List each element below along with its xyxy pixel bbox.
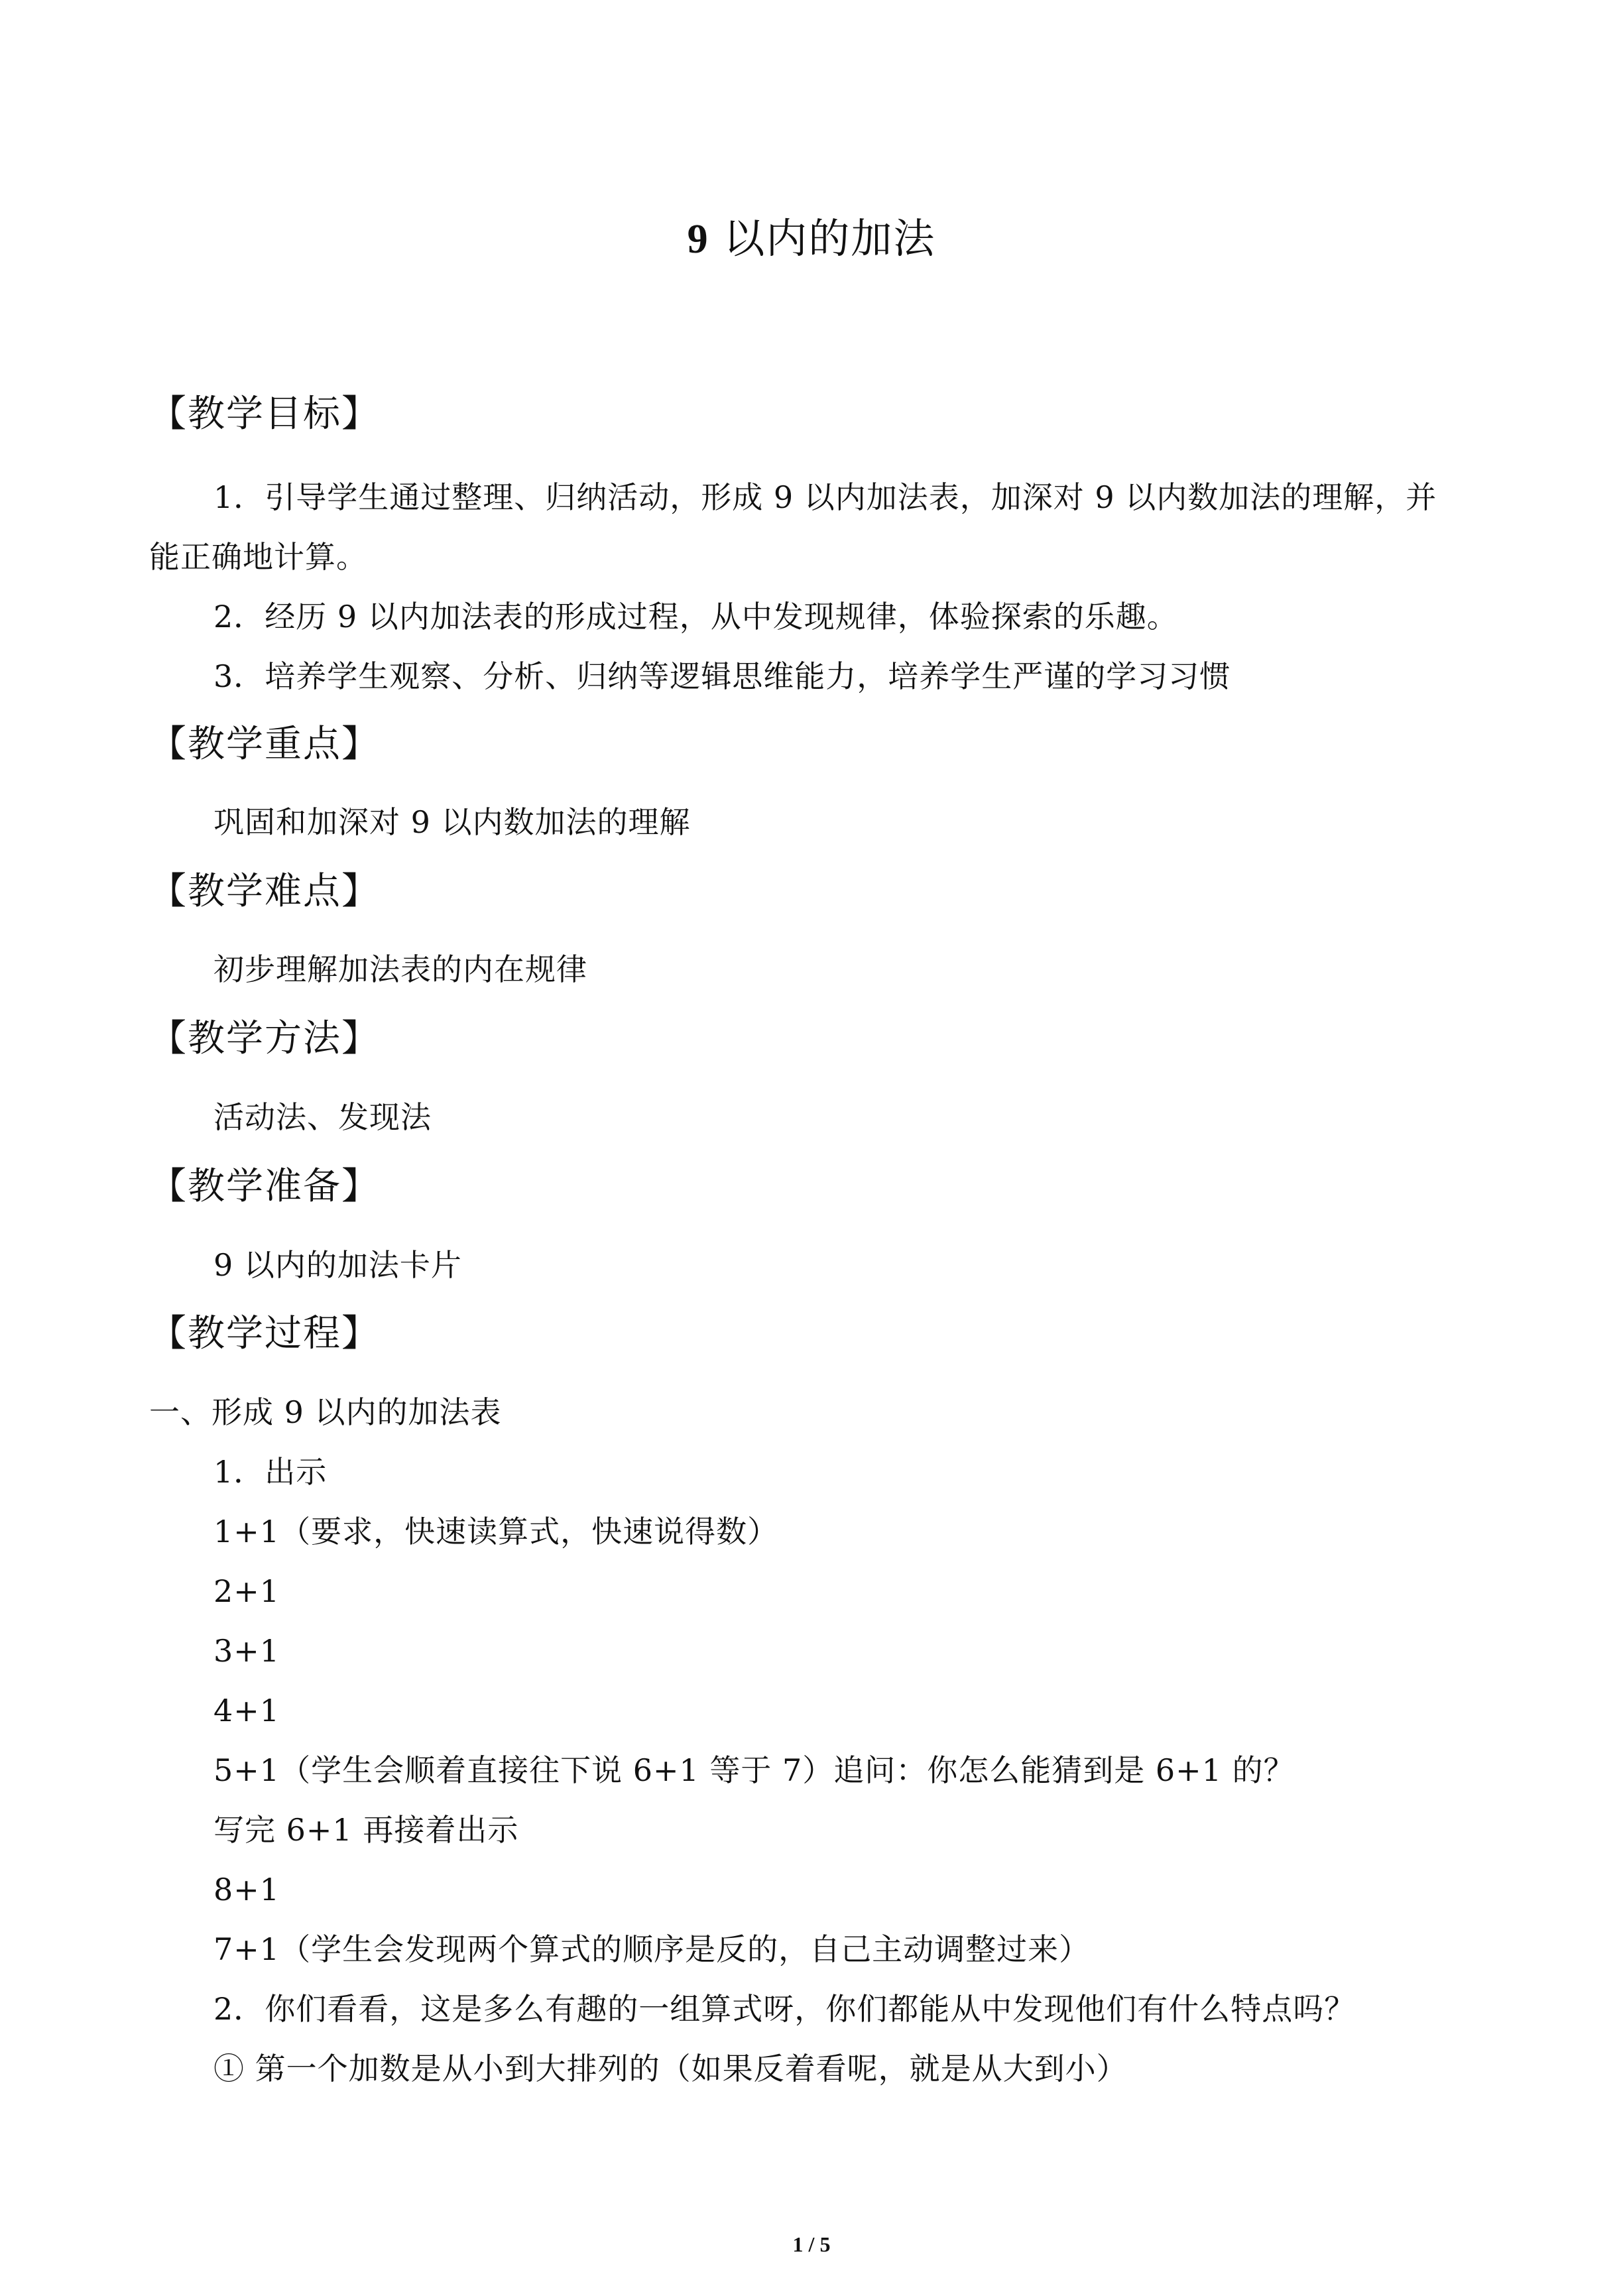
process-line: 5+1（学生会顺着直接往下说 6+1 等于 7）追问：你怎么能猜到是 6+1 的？ — [213, 1752, 1295, 1788]
goal-2: 2．经历 9 以内加法表的形成过程，从中发现规律，体验探索的乐趣。 — [213, 599, 1178, 634]
title-text: 以内的加法 — [709, 214, 936, 263]
title-number: 9 — [687, 217, 709, 262]
heading-teaching-goals: 【教学目标】 — [149, 393, 380, 436]
process-line: 4+1 — [213, 1693, 280, 1728]
process-step-heading: 一、形成 9 以内的加法表 — [149, 1394, 502, 1430]
heading-process: 【教学过程】 — [149, 1312, 380, 1355]
goal-1-line-2: 能正确地计算。 — [149, 539, 367, 575]
heading-preparation: 【教学准备】 — [149, 1165, 380, 1208]
heading-difficulties: 【教学难点】 — [149, 870, 380, 913]
heading-key-points: 【教学重点】 — [149, 723, 380, 766]
key-points-text: 巩固和加深对 9 以内数加法的理解 — [213, 804, 691, 840]
process-line: 8+1 — [213, 1872, 280, 1907]
goal-1-line-1: 1．引导学生通过整理、归纳活动，形成 9 以内加法表，加深对 9 以内数加法的理解，并 — [213, 479, 1437, 515]
difficulties-text: 初步理解加法表的内在规律 — [213, 951, 587, 987]
goal-3: 3．培养学生观察、分析、归纳等逻辑思维能力，培养学生严谨的学习习惯 — [213, 658, 1231, 694]
process-line: 1．出示 — [213, 1454, 328, 1490]
methods-text: 活动法、发现法 — [213, 1099, 432, 1135]
page-number: 1 / 5 — [792, 2232, 831, 2256]
process-line: 3+1 — [213, 1633, 280, 1669]
process-line: 2+1 — [213, 1573, 280, 1609]
heading-methods: 【教学方法】 — [149, 1017, 380, 1060]
page-title — [0, 209, 1623, 269]
preparation-text: 9 以内的加法卡片 — [213, 1247, 462, 1283]
process-line: 2．你们看看，这是多么有趣的一组算式呀，你们都能从中发现他们有什么特点吗？ — [213, 1991, 1356, 2027]
process-line: 1+1（要求，快速读算式，快速说得数） — [213, 1514, 779, 1549]
process-line: 写完 6+1 再接着出示 — [213, 1812, 519, 1848]
process-line: 7+1（学生会发现两个算式的顺序是反的，自己主动调整过来） — [213, 1931, 1091, 1967]
process-line: ① 第一个加数是从小到大排列的（如果反着看呢，就是从大到小） — [213, 2051, 1128, 2086]
